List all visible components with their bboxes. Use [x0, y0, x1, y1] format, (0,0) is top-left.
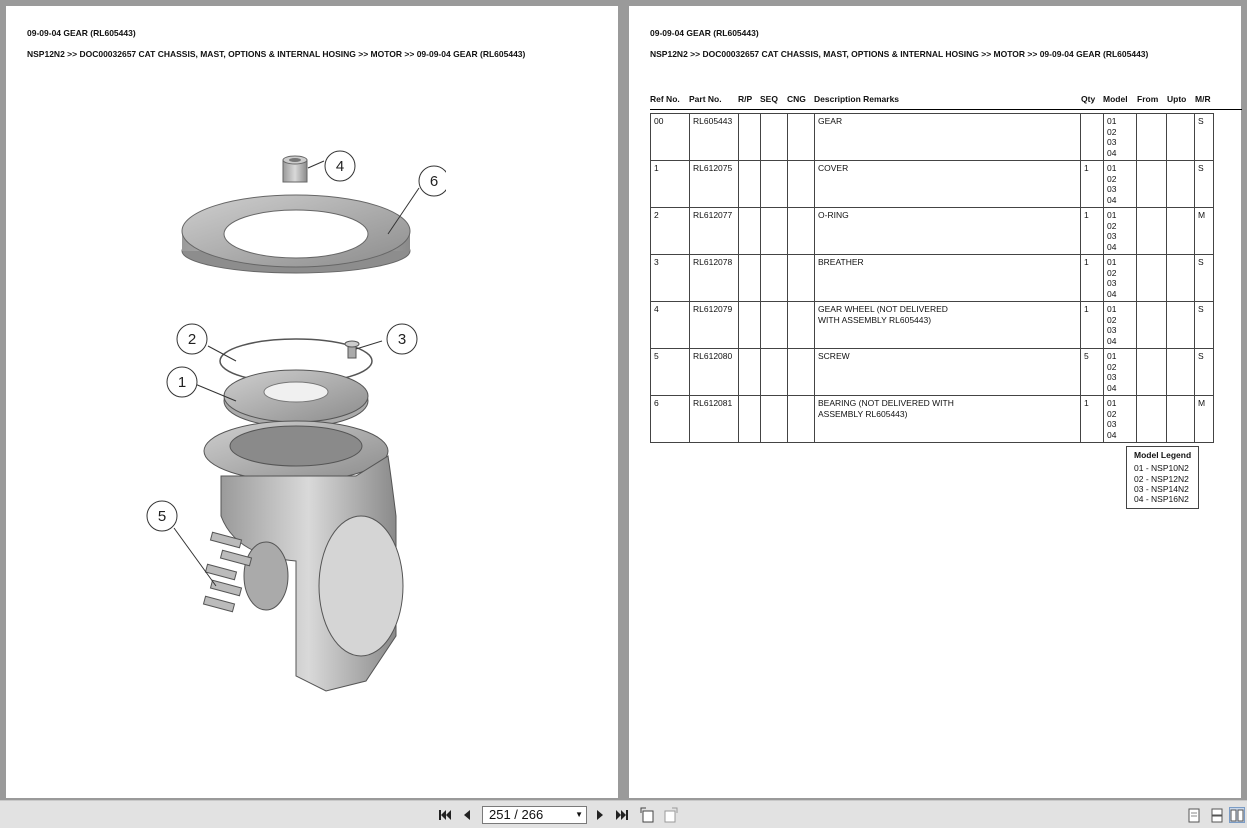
continuous-view-button[interactable]	[1209, 807, 1225, 823]
cell-upto	[1167, 161, 1195, 208]
cell-description	[815, 208, 1081, 255]
model-code: 03	[1107, 137, 1117, 147]
cell-qty: 1	[1081, 161, 1104, 208]
col-seq: SEQ	[760, 94, 778, 104]
cell-rp	[739, 255, 761, 302]
col-from: From	[1137, 94, 1159, 104]
cell-rp	[739, 302, 761, 349]
rotate-right-icon	[663, 807, 679, 823]
part-cover	[224, 370, 368, 427]
table-row	[651, 208, 1214, 255]
description-line: GEAR WHEEL (NOT DELIVERED	[818, 304, 948, 314]
next-page-icon	[595, 809, 605, 821]
model-code: 01	[1107, 351, 1117, 361]
cell-upto	[1167, 396, 1195, 443]
table-row	[651, 255, 1214, 302]
cell-part-no: RL612079	[690, 302, 739, 349]
cell-seq	[761, 349, 788, 396]
first-page-icon	[438, 809, 452, 821]
first-page-button[interactable]	[437, 807, 453, 823]
description-line: O-RING	[818, 210, 849, 220]
two-page-view-button[interactable]	[1229, 807, 1245, 823]
model-code: 03	[1107, 184, 1117, 194]
model-code: 01	[1107, 210, 1117, 220]
cell-qty: 1	[1081, 396, 1104, 443]
cell-qty: 5	[1081, 349, 1104, 396]
cell-cng	[788, 255, 815, 302]
callout-5: 5	[157, 508, 167, 525]
parts-table-header	[650, 94, 1242, 110]
model-code: 01	[1107, 163, 1117, 173]
page-number-input[interactable]	[482, 806, 587, 824]
col-ref-no: Ref No.	[650, 94, 680, 104]
description-line: ASSEMBLY RL605443)	[818, 408, 908, 419]
model-legend	[1126, 446, 1199, 509]
cell-qty: 1	[1081, 255, 1104, 302]
left-page	[6, 6, 618, 798]
cell-ref: 3	[651, 255, 690, 302]
cell-rp	[739, 114, 761, 161]
cell-from	[1137, 208, 1167, 255]
cell-upto	[1167, 302, 1195, 349]
cell-cng	[788, 396, 815, 443]
cell-from	[1137, 302, 1167, 349]
model-code: 01	[1107, 398, 1117, 408]
table-row	[651, 114, 1214, 161]
table-row	[651, 349, 1214, 396]
legend-title: Model Legend	[1134, 450, 1192, 460]
col-mr: M/R	[1195, 94, 1211, 104]
model-code: 01	[1107, 257, 1117, 267]
description-line: WITH ASSEMBLY RL605443)	[818, 314, 932, 325]
cell-description	[815, 255, 1081, 302]
model-code: 04	[1107, 335, 1117, 346]
cell-models	[1104, 302, 1137, 349]
model-code: 03	[1107, 372, 1117, 382]
cell-rp	[739, 208, 761, 255]
prev-page-icon	[462, 809, 472, 821]
callout-1: 1	[177, 374, 187, 391]
cell-cng	[788, 161, 815, 208]
cell-cng	[788, 302, 815, 349]
model-code: 02	[1107, 408, 1117, 419]
cell-models	[1104, 349, 1137, 396]
cell-qty: 1	[1081, 302, 1104, 349]
chevron-down-icon[interactable]: ▼	[575, 810, 583, 819]
cell-part-no: RL612080	[690, 349, 739, 396]
model-code: 03	[1107, 278, 1117, 288]
model-code: 03	[1107, 231, 1117, 241]
cell-upto	[1167, 349, 1195, 396]
cell-description	[815, 396, 1081, 443]
rotate-left-button[interactable]	[639, 807, 655, 823]
cell-cng	[788, 114, 815, 161]
cell-mr: S	[1195, 302, 1214, 349]
right-page	[629, 6, 1241, 798]
cell-ref: 1	[651, 161, 690, 208]
table-row	[651, 396, 1214, 443]
cell-seq	[761, 255, 788, 302]
cell-ref: 4	[651, 302, 690, 349]
cell-from	[1137, 349, 1167, 396]
page-title: 09-09-04 GEAR (RL605443)	[650, 28, 759, 38]
cell-upto	[1167, 208, 1195, 255]
cell-rp	[739, 349, 761, 396]
cell-seq	[761, 208, 788, 255]
cell-seq	[761, 114, 788, 161]
model-code: 01	[1107, 304, 1117, 314]
breadcrumb: NSP12N2 >> DOC00032657 CAT CHASSIS, MAST, OPTIONS & INTERNAL HOSING >> MOTOR >> 09-09-04 GEAR (RL605443)	[650, 49, 1149, 59]
cell-ref: 5	[651, 349, 690, 396]
model-code: 01	[1107, 116, 1117, 126]
continuous-view-icon	[1211, 808, 1223, 823]
cell-part-no: RL612081	[690, 396, 739, 443]
part-breather	[345, 341, 359, 358]
cell-cng	[788, 208, 815, 255]
cell-mr: S	[1195, 161, 1214, 208]
cell-part-no: RL612075	[690, 161, 739, 208]
col-description: Description Remarks	[814, 94, 900, 104]
model-code: 02	[1107, 267, 1117, 278]
legend-item: 04 - NSP16N2	[1134, 494, 1189, 505]
col-rp: R/P	[738, 94, 753, 104]
last-page-icon	[615, 809, 629, 821]
cell-description	[815, 114, 1081, 161]
single-page-view-icon	[1188, 808, 1200, 823]
model-code: 03	[1107, 325, 1117, 335]
cell-rp	[739, 396, 761, 443]
cell-part-no: RL612078	[690, 255, 739, 302]
description-line: COVER	[818, 163, 849, 173]
model-code: 02	[1107, 173, 1117, 184]
description-line: SCREW	[818, 351, 850, 361]
model-code: 04	[1107, 288, 1117, 299]
legend-item: 03 - NSP14N2	[1134, 483, 1189, 494]
cell-models	[1104, 114, 1137, 161]
cell-models	[1104, 396, 1137, 443]
model-code: 02	[1107, 361, 1117, 372]
cell-seq	[761, 161, 788, 208]
cell-qty	[1081, 114, 1104, 161]
cell-from	[1137, 396, 1167, 443]
description-line: BEARING (NOT DELIVERED WITH	[818, 398, 954, 408]
part-gear-wheel	[283, 156, 307, 182]
two-page-view-icon	[1230, 809, 1244, 822]
cell-upto	[1167, 114, 1195, 161]
model-code: 04	[1107, 147, 1117, 158]
model-code: 02	[1107, 126, 1117, 137]
cell-from	[1137, 114, 1167, 161]
cell-upto	[1167, 255, 1195, 302]
viewer-toolbar	[0, 800, 1247, 828]
parts-table	[650, 113, 1214, 443]
page-indicator: 251 / 266	[489, 807, 544, 822]
cell-models	[1104, 255, 1137, 302]
cell-from	[1137, 161, 1167, 208]
cell-rp	[739, 161, 761, 208]
cell-ref: 2	[651, 208, 690, 255]
col-cng: CNG	[787, 94, 806, 104]
callout-4: 4	[335, 158, 345, 175]
callout-6: 6	[429, 173, 439, 190]
single-page-view-button[interactable]	[1186, 807, 1202, 823]
part-bearing	[182, 195, 410, 273]
callout-2: 2	[187, 331, 197, 348]
rotate-left-icon	[639, 807, 655, 823]
col-model: Model	[1103, 94, 1128, 104]
model-code: 02	[1107, 314, 1117, 325]
cell-ref: 6	[651, 396, 690, 443]
prev-page-button[interactable]	[459, 807, 475, 823]
cell-mr: M	[1195, 208, 1214, 255]
model-code: 04	[1107, 382, 1117, 393]
cell-seq	[761, 302, 788, 349]
description-line: BREATHER	[818, 257, 864, 267]
cell-qty: 1	[1081, 208, 1104, 255]
model-code: 03	[1107, 419, 1117, 429]
legend-item: 02 - NSP12N2	[1134, 473, 1189, 484]
col-qty: Qty	[1081, 94, 1096, 104]
cell-description	[815, 302, 1081, 349]
legend-item: 01 - NSP10N2	[1134, 463, 1189, 474]
rotate-right-button[interactable]	[663, 807, 679, 823]
model-code: 04	[1107, 241, 1117, 252]
cell-mr: S	[1195, 114, 1214, 161]
breadcrumb: NSP12N2 >> DOC00032657 CAT CHASSIS, MAST, OPTIONS & INTERNAL HOSING >> MOTOR >> 09-09-04 GEAR (RL605443)	[27, 49, 526, 59]
cell-description	[815, 161, 1081, 208]
description-line: GEAR	[818, 116, 843, 126]
cell-mr: S	[1195, 349, 1214, 396]
col-part-no: Part No.	[689, 94, 722, 104]
cell-ref: 00	[651, 114, 690, 161]
col-upto: Upto	[1167, 94, 1187, 104]
callout-3: 3	[397, 331, 407, 348]
page-title: 09-09-04 GEAR (RL605443)	[27, 28, 136, 38]
exploded-parts-diagram	[126, 116, 446, 706]
model-code: 04	[1107, 194, 1117, 205]
cell-seq	[761, 396, 788, 443]
model-code: 02	[1107, 220, 1117, 231]
cell-part-no: RL605443	[690, 114, 739, 161]
cell-part-no: RL612077	[690, 208, 739, 255]
table-row	[651, 161, 1214, 208]
cell-cng	[788, 349, 815, 396]
cell-mr: S	[1195, 255, 1214, 302]
cell-description	[815, 349, 1081, 396]
table-row	[651, 302, 1214, 349]
cell-from	[1137, 255, 1167, 302]
cell-mr: M	[1195, 396, 1214, 443]
model-code: 04	[1107, 429, 1117, 440]
last-page-button[interactable]	[614, 807, 630, 823]
cell-models	[1104, 208, 1137, 255]
next-page-button[interactable]	[592, 807, 608, 823]
cell-models	[1104, 161, 1137, 208]
